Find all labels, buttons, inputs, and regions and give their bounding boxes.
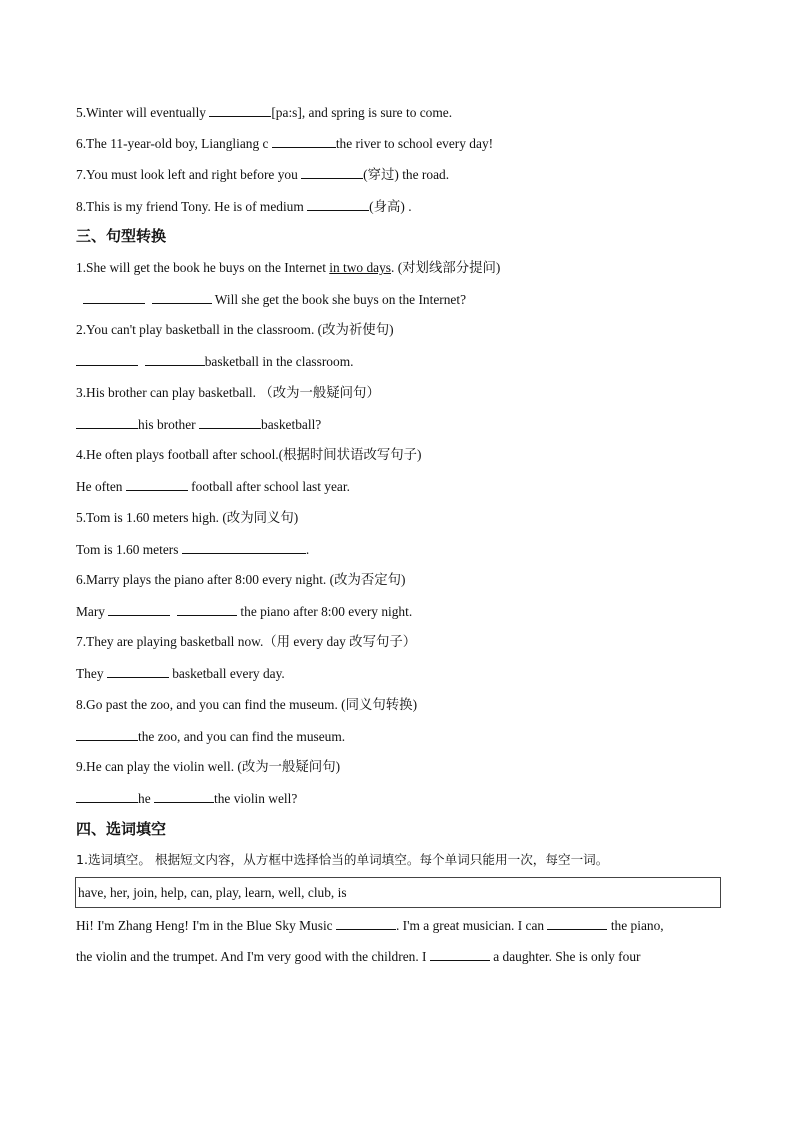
- question-s3-4-answer: He often football after school last year.: [76, 479, 350, 494]
- question-s3-1-prompt: 1.She will get the book he buys on the Internet in two days. (对划线部分提问): [76, 260, 501, 275]
- answer-blank[interactable]: [301, 166, 363, 179]
- passage-line-2: the violin and the trumpet. And I'm very good with the children. I a daughter. She is only four: [76, 949, 641, 964]
- question-s2-5: 5.Winter will eventually [pa:s], and spring is sure to come.: [76, 105, 453, 120]
- answer-blank[interactable]: [76, 416, 138, 429]
- answer-blank[interactable]: [107, 665, 169, 678]
- answer-blank[interactable]: [108, 603, 170, 616]
- word-bank-box: [75, 877, 721, 908]
- section-title: 四、选词填空: [76, 820, 167, 838]
- question-s3-1-answer: Will she get the book she buys on the Internet?: [83, 291, 466, 308]
- question-s2-8: 8.This is my friend Tony. He is of medium (身高) .: [76, 199, 412, 214]
- question-s3-3-answer: his brother basketball?: [76, 416, 321, 433]
- answer-blank[interactable]: [307, 198, 369, 211]
- answer-blank[interactable]: [199, 416, 261, 429]
- section-title: 三、句型转换: [76, 227, 167, 245]
- answer-blank[interactable]: [126, 478, 188, 491]
- question-s3-7-prompt: 7.They are playing basketball now.（用 every day 改写句子）: [76, 634, 417, 649]
- answer-blank[interactable]: [152, 291, 212, 304]
- answer-blank[interactable]: [154, 790, 214, 803]
- underlined-phrase: in two days: [329, 260, 392, 275]
- question-s2-6: 6.The 11-year-old boy, Liangliang c the river to school every day!: [76, 136, 494, 151]
- answer-blank[interactable]: [76, 353, 138, 366]
- question-s3-2-answer: basketball in the classroom.: [76, 353, 353, 370]
- question-s3-4-prompt: 4.He often plays football after school.(根据时间状语改写句子): [76, 447, 422, 462]
- question-s3-5-answer: Tom is 1.60 meters .: [76, 542, 310, 557]
- question-s3-8-prompt: 8.Go past the zoo, and you can find the museum. (同义句转换): [76, 697, 418, 712]
- question-s3-6-prompt: 6.Marry plays the piano after 8:00 every night. (改为否定句): [76, 572, 406, 587]
- question-s3-5-prompt: 5.Tom is 1.60 meters high. (改为同义句): [76, 510, 299, 525]
- question-s3-8-answer: the zoo, and you can find the museum.: [76, 728, 345, 745]
- question-s3-9-answer: he the violin well?: [76, 790, 297, 807]
- answer-blank[interactable]: [177, 603, 237, 616]
- answer-blank[interactable]: [272, 135, 336, 148]
- question-s3-7-answer: They basketball every day.: [76, 666, 285, 681]
- answer-blank[interactable]: [430, 948, 490, 961]
- answer-blank[interactable]: [145, 353, 205, 366]
- question-s3-9-prompt: 9.He can play the violin well. (改为一般疑问句): [76, 759, 341, 774]
- passage-line-1: Hi! I'm Zhang Heng! I'm in the Blue Sky Music . I'm a great musician. I can the piano,: [76, 918, 664, 933]
- question-s2-7: 7.You must look left and right before you (穿过) the road.: [76, 167, 450, 182]
- question-s3-2-prompt: 2.You can't play basketball in the classroom. (改为祈使句): [76, 322, 394, 337]
- section4-instruction: 1.选词填空。 根据短文内容，从方框中选择恰当的单词填空。每个单词只能用一次，每空一词。: [76, 852, 609, 867]
- question-s3-6-answer: Mary the piano after 8:00 every night.: [76, 604, 413, 619]
- answer-blank[interactable]: [547, 917, 607, 930]
- answer-blank[interactable]: [76, 790, 138, 803]
- answer-blank[interactable]: [83, 291, 145, 304]
- answer-blank[interactable]: [182, 541, 306, 554]
- answer-blank[interactable]: [76, 728, 138, 741]
- question-s3-3-prompt: 3.His brother can play basketball. （改为一般疑问句）: [76, 385, 380, 400]
- word-bank: have, her, join, help, can, play, learn, well, club, is: [78, 885, 347, 900]
- answer-blank[interactable]: [209, 104, 271, 117]
- answer-blank[interactable]: [336, 917, 396, 930]
